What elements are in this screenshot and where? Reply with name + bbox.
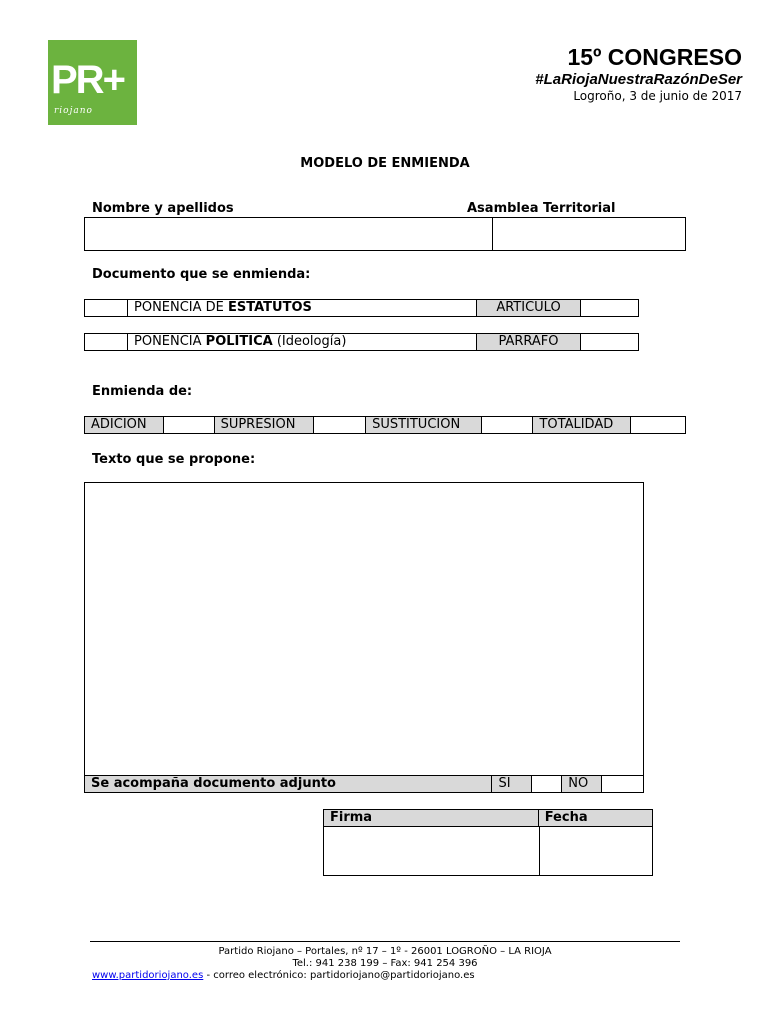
signature-field[interactable] <box>323 826 540 876</box>
name-label: Nombre y apellidos <box>92 201 234 216</box>
yes-label: SI <box>492 776 532 792</box>
signature-header-row <box>323 809 653 827</box>
footer-divider <box>90 941 680 942</box>
sustitucion-checkbox[interactable] <box>482 417 534 433</box>
totalidad-checkbox[interactable] <box>631 417 685 433</box>
form-title: MODELO DE ENMIENDA <box>300 156 470 171</box>
date-label: Fecha <box>539 810 652 826</box>
amend-option-totalidad: TOTALIDAD <box>533 417 631 433</box>
ponencia-estatutos-row <box>84 299 639 317</box>
logo-text: PR+ <box>51 58 124 102</box>
signature-label: Firma <box>324 810 539 826</box>
politica-label: PONENCIA POLITICA (Ideología) <box>128 334 477 350</box>
parrafo-label: PARRAFO <box>477 334 581 350</box>
congress-date: Logroño, 3 de junio de 2017 <box>573 89 742 103</box>
ponencia-politica-row <box>84 333 639 351</box>
document-label: Documento que se enmienda: <box>92 267 311 282</box>
assembly-label: Asamblea Territorial <box>467 201 616 216</box>
amend-label: Enmienda de: <box>92 384 193 399</box>
amend-options-row <box>84 416 686 434</box>
supresion-checkbox[interactable] <box>314 417 366 433</box>
footer-address: Partido Riojano – Portales, nº 17 – 1º - 26001 LOGROÑO – LA RIOJA <box>218 946 552 957</box>
no-checkbox[interactable] <box>602 776 643 792</box>
congress-title: 15º CONGRESO <box>567 44 742 70</box>
articulo-label: ARTICULO <box>477 300 581 316</box>
estatutos-checkbox[interactable] <box>85 300 128 316</box>
name-field[interactable] <box>84 217 493 251</box>
estatutos-label: PONENCIA DE ESTATUTOS <box>128 300 477 316</box>
attachment-row <box>84 775 644 793</box>
yes-checkbox[interactable] <box>532 776 562 792</box>
amend-option-adicion: ADICION <box>85 417 164 433</box>
adicion-checkbox[interactable] <box>164 417 215 433</box>
politica-checkbox[interactable] <box>85 334 128 350</box>
website-link[interactable]: www.partidoriojano.es <box>92 970 204 981</box>
footer-contact <box>92 970 475 981</box>
articulo-field[interactable] <box>581 300 638 316</box>
footer-email: - correo electrónico: partidoriojano@partidoriojano.es <box>203 970 475 981</box>
assembly-field[interactable] <box>492 217 686 251</box>
congress-hashtag: #LaRiojaNuestraRazónDeSer <box>535 71 742 88</box>
proposed-text-area[interactable] <box>84 482 644 776</box>
date-field[interactable] <box>539 826 653 876</box>
party-logo <box>48 40 137 125</box>
no-label: NO <box>562 776 602 792</box>
text-label: Texto que se propone: <box>92 452 256 467</box>
amend-option-supresion: SUPRESION <box>215 417 315 433</box>
footer-phone: Tel.: 941 238 199 – Fax: 941 254 396 <box>292 958 478 969</box>
logo-subtext: riojano <box>54 106 93 116</box>
attachment-label: Se acompaña documento adjunto <box>85 776 492 792</box>
parrafo-field[interactable] <box>581 334 638 350</box>
amend-option-sustitucion: SUSTITUCION <box>366 417 482 433</box>
